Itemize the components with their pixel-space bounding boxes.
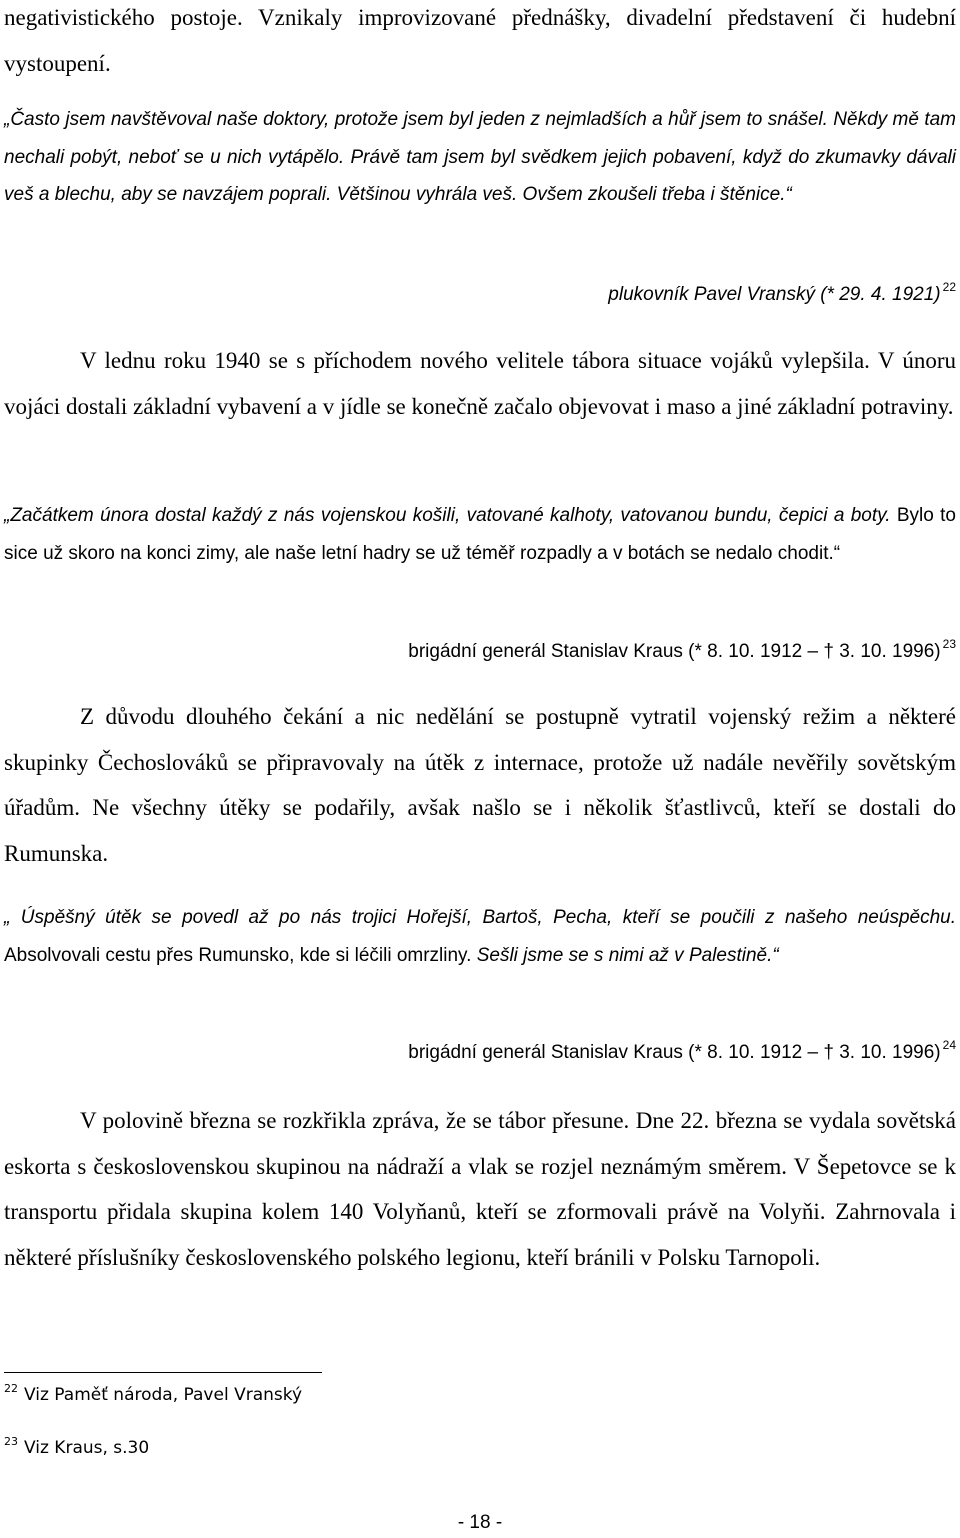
footnote-ref: 22 <box>942 280 956 294</box>
paragraph-text: Z důvodu dlouhého čekání a nic nedělání se postupně vytratil vojenský režim a některé skupinky Čechoslováků se připravovaly na útěk z internace, protože už nadále nevěřily sovětským úřadům. Ne všechny útěky se podařily, avšak našlo se i několik šťastlivců, kteří se dostali do Rumunska. <box>4 704 956 866</box>
paragraph-text: negativistického postoje. Vznikaly improvizované přednášky, divadelní představení či hudební vystoupení. <box>4 5 956 76</box>
attribution-text: brigádní generál Stanislav Kraus (* 8. 10. 1912 – † 3. 10. 1996) <box>408 1042 941 1063</box>
paragraph-text: V lednu roku 1940 se s příchodem nového velitele tábora situace vojáků vylepšila. V únoru vojáci dostali základní vybavení a v jídle se konečně začalo objevovat i maso a jiné základní potraviny. <box>4 348 956 419</box>
paragraph-3 <box>4 694 956 876</box>
quote-kraus-2 <box>4 899 956 974</box>
quote-vransky <box>4 101 956 214</box>
quote-text-part-a: „ Úspěšný útěk se povedl až po nás trojici Hořejší, Bartoš, Pecha, kteří se poučili z našeho neúspěchu. <box>4 907 956 928</box>
quote-kraus-1 <box>4 497 956 572</box>
page-number: - 18 - <box>457 1512 503 1533</box>
paragraph-text: V polovině března se rozkřikla zpráva, že se tábor přesune. Dne 22. března se vydala sovětská eskorta s československou skupinou na nádraží a vlak se rozjel neznámým směrem. V Šepetovce se k transportu přidala skupina kolem 140 Volyňanů, kteří se zformovali právě na Volyňi. Zahrnovala i některé příslušníky československého polského legionu, kteří bránili v Polsku Tarnopoli. <box>4 1108 956 1270</box>
quote-text-part-a: „Často jsem navštěvoval naše doktory, protože jsem byl jeden z nejmladších a hůř jsem to snášel. Někdy mě tam nechali pobýt, neboť se u nich vytápělo. <box>4 109 956 168</box>
footnote-23 <box>4 1435 150 1458</box>
paragraph-4 <box>4 1098 956 1280</box>
footnote-text: Viz Paměť národa, Pavel Vranský <box>24 1385 303 1405</box>
footnote-ref: 24 <box>942 1038 956 1052</box>
footnote-number: 23 <box>4 1435 18 1448</box>
attribution-text: plukovník Pavel Vranský (* 29. 4. 1921) <box>608 284 941 305</box>
quote-text-part-a: „Začátkem února dostal každý z nás vojenskou košili, vatované kalhoty, vatovanou bundu, čepici a boty. <box>4 505 897 526</box>
footnote-separator <box>4 1372 322 1373</box>
footnote-22 <box>4 1382 303 1405</box>
footnote-ref: 23 <box>942 637 956 651</box>
quote-text-part-b: Právě tam jsem byl svědkem jejich pobavení, když do zkumavky dávali veš a blechu, aby se navzájem poprali. Většinou vyhrála veš. Ovšem zkoušeli třeba i štěnice.“ <box>4 146 956 205</box>
paragraph-top <box>4 0 956 86</box>
paragraph-2 <box>4 338 956 429</box>
quote-text-part-b: Bylo to sice už skoro na konci zimy, ale naše letní hadry se už téměř rozpadly a v botách se nedalo chodit.“ <box>4 505 956 564</box>
quote-attribution <box>608 280 956 306</box>
footnote-number: 22 <box>4 1382 18 1395</box>
quote-attribution <box>408 1038 956 1064</box>
footnote-text: Viz Kraus, s.30 <box>24 1438 150 1458</box>
quote-text-part-c: Sešli jsme se s nimi až v Palestině.“ <box>476 944 779 966</box>
attribution-text: brigádní generál Stanislav Kraus (* 8. 10. 1912 – † 3. 10. 1996) <box>408 641 941 662</box>
quote-attribution <box>408 637 956 663</box>
quote-text-part-b: Absolvovali cestu přes Rumunsko, kde si léčili omrzliny. <box>4 944 477 966</box>
